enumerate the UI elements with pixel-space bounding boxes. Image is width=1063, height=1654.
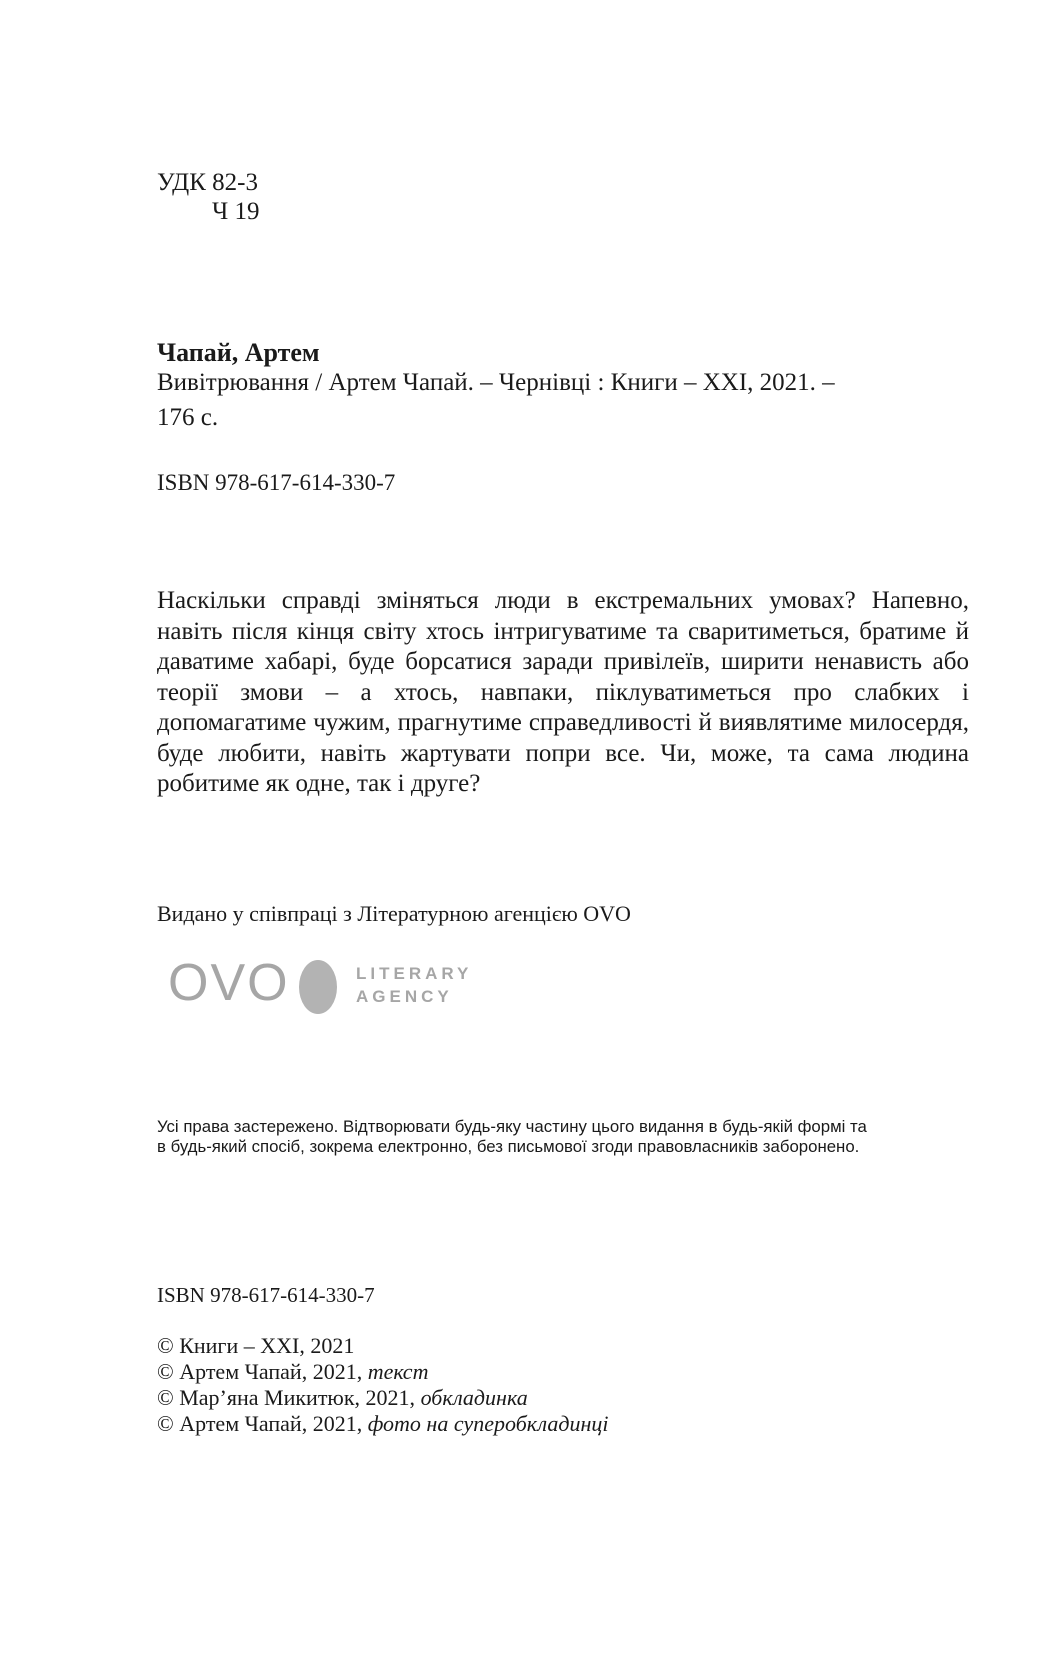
- rights-line2: в будь-який спосіб, зокрема електронно, без письмової згоди правовласників заборонено.: [157, 1137, 860, 1156]
- copyright-holder: © Мар’яна Микитюк, 2021,: [157, 1385, 421, 1410]
- copyright-holder: © Артем Чапай, 2021,: [157, 1359, 368, 1384]
- copyright-line: [157, 1411, 609, 1437]
- bibliographic-entry-line2: 176 с.: [157, 404, 219, 431]
- ovo-literary-agency-logo: [168, 950, 508, 1020]
- copyright-holder: © Книги – ХХІ, 2021: [157, 1333, 355, 1358]
- bibliographic-entry-line1: Вивітрювання / Артем Чапай. – Чернівці : Книги – ХХІ, 2021. –: [157, 369, 835, 396]
- copyright-role: обкладинка: [420, 1385, 528, 1410]
- annotation-paragraph: Наскільки справді зміняться люди в екстремальних умовах? Напевно, навіть після кінця світу хтось інтригуватиме та сваритиметься, братиме й даватиме хабарі, буде борсатися заради привілеїв, ширити ненависть або теорії змови – а хтось, навпаки, піклуватиметься про слабких і допомагатиме чужим, прагнутиме справедливості й виявлятиме милосердя, буде любити, навіть жартувати попри все. Чи, може, та сама людина робитиме як одне, так і друге?: [157, 587, 969, 797]
- author-mark: Ч 19: [212, 198, 260, 225]
- logo-wordmark: OVO: [168, 954, 290, 1012]
- egg-icon: [299, 960, 337, 1014]
- copyright-line: [157, 1359, 428, 1385]
- isbn-header: ISBN 978-617-614-330-7: [157, 470, 396, 495]
- copyright-line: [157, 1333, 354, 1359]
- copyright-role: фото на суперобкладинці: [367, 1411, 609, 1436]
- cooperation-note: Видано у співпраці з Літературною агенцією OVO: [157, 901, 631, 926]
- logo-line1: LITERARY: [356, 964, 473, 983]
- udk-code: УДК 82-3: [157, 169, 258, 196]
- copyright-holder: © Артем Чапай, 2021,: [157, 1411, 368, 1436]
- copyright-line: [157, 1385, 528, 1411]
- rights-notice: [157, 1117, 867, 1157]
- isbn-footer: ISBN 978-617-614-330-7: [157, 1283, 375, 1307]
- author-name: Чапай, Артем: [157, 338, 320, 367]
- rights-line1: Усі права застережено. Відтворювати будь-яку частину цього видання в будь-якій формі та: [157, 1117, 867, 1136]
- logo-line2: AGENCY: [356, 987, 453, 1006]
- copyright-role: текст: [367, 1359, 429, 1384]
